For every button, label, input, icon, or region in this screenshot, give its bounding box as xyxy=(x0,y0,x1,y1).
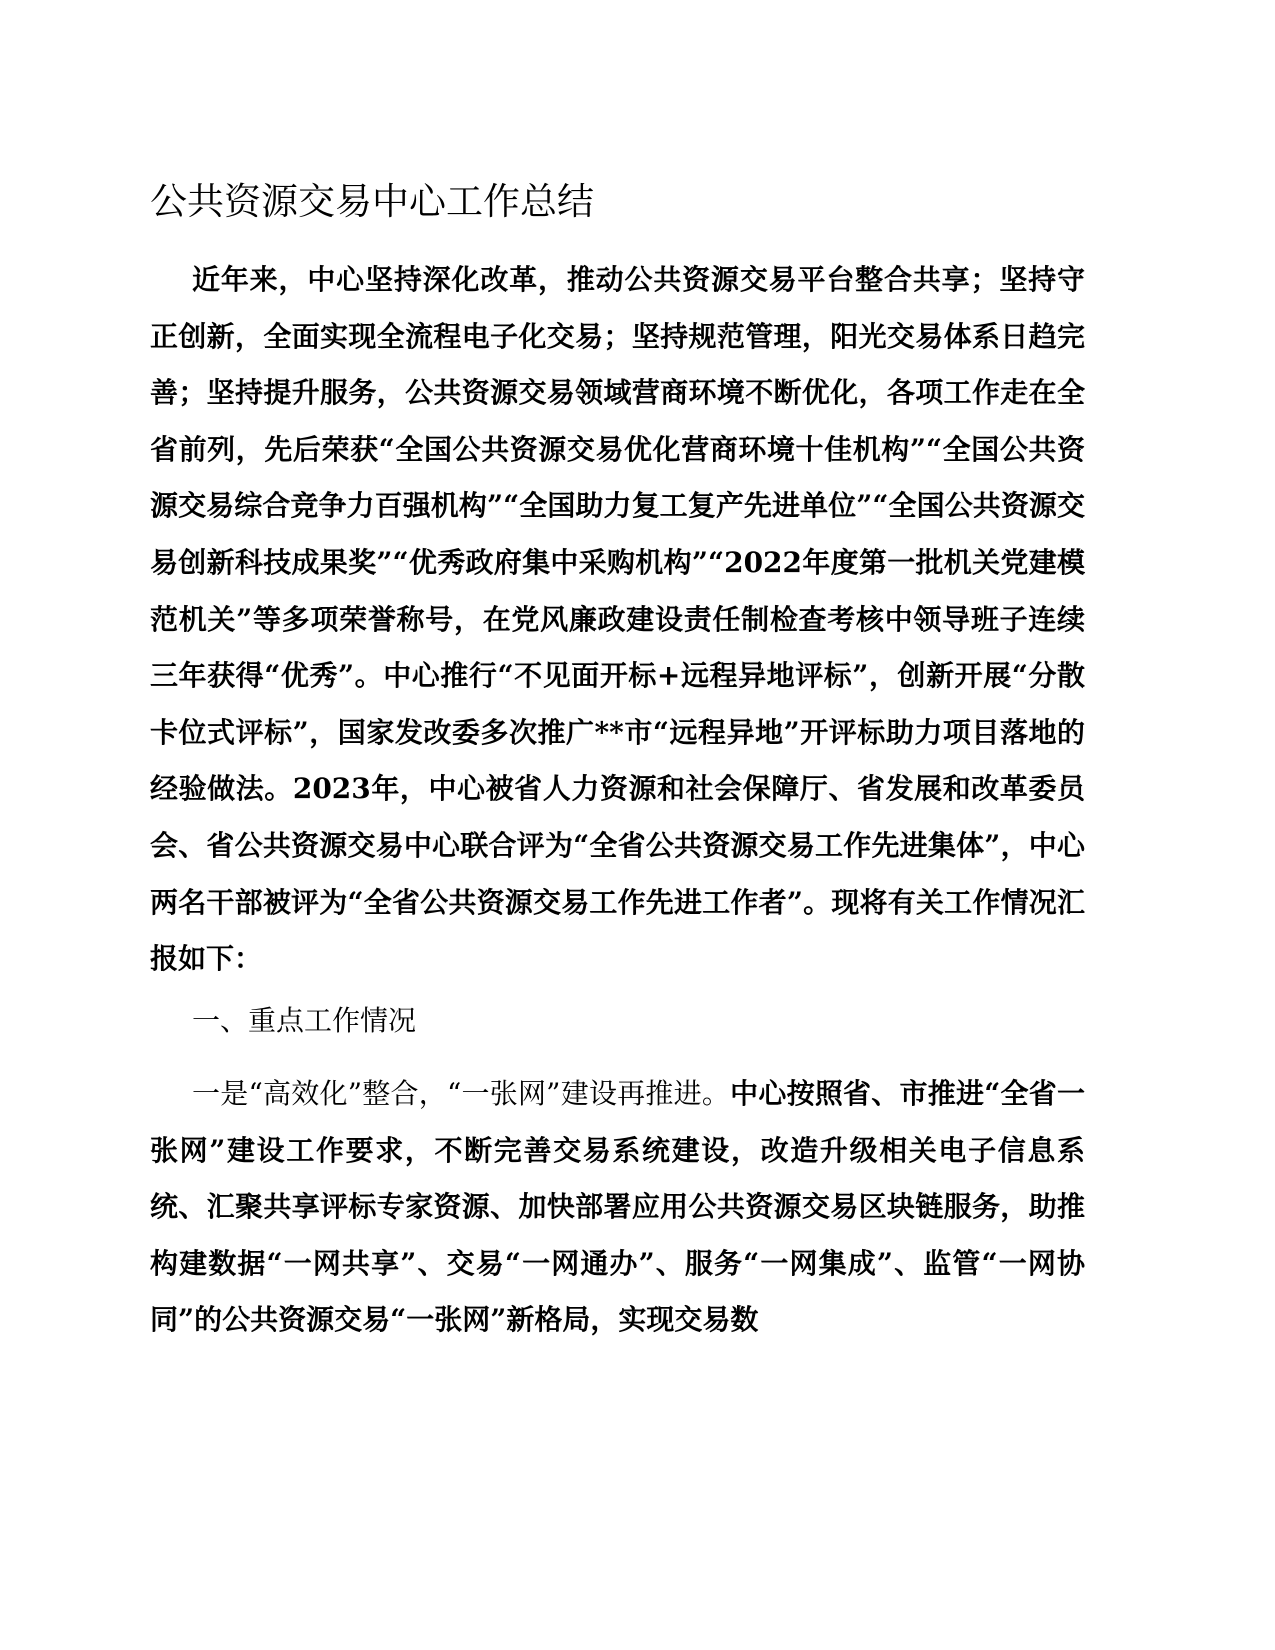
section-heading: 一、重点工作情况 xyxy=(192,1004,417,1037)
intro-paragraph: 近年来，中心坚持深化改革，推动公共资源交易平台整合共享；坚持守正创新，全面实现全流程电子化交易；坚持规范管理，阳光交易体系日趋完善；坚持提升服务，公共资源交易领域营商环境不断优化，各项工作走在全省前列，先后荣获“全国公共资源交易优化营商环境十佳机构”“全国公共资源交易综合竞争力百强机构”“全国助力复工复产先进单位”“全国公共资源交易创新科技成果奖”“优秀政府集中采购机构”“2022年度第一批机关党建模范机关”等多项荣誉称号，在党风廉政建设责任制检查考核中领导班子连续三年获得“优秀”。中心推行“不见面开标+远程异地评标”，创新开展“分散卡位式评标”，国家发改委多次推广**市“远程异地”开评标助力项目落地的经验做法。2023年，中心被省人力资源和社会保障厅、省发展和改革委员会、省公共资源交易中心联合评为“全省公共资源交易工作先进集体”，中心两名干部被评为“全省公共资源交易工作先进工作者”。现将有关工作情况汇报如下： xyxy=(150,263,1085,976)
document-title: 公共资源交易中心工作总结 xyxy=(150,180,594,223)
point-one-lead: 一是“高效化”整合，“一张网”建设再推进。 xyxy=(192,1077,731,1110)
point-one-body: 中心按照省、市推进“全省一张网”建设工作要求，不断完善交易系统建设，改造升级相关电子信息系统、汇聚共享评标专家资源、加快部署应用公共资源交易区块链服务，助推构建数据“一网共享”、交易“一网通办”、服务“一网集成”、监管“一网协同”的公共资源交易“一张网”新格局，实现交易数 xyxy=(150,1077,1086,1337)
point-one-paragraph xyxy=(150,1066,1085,1349)
